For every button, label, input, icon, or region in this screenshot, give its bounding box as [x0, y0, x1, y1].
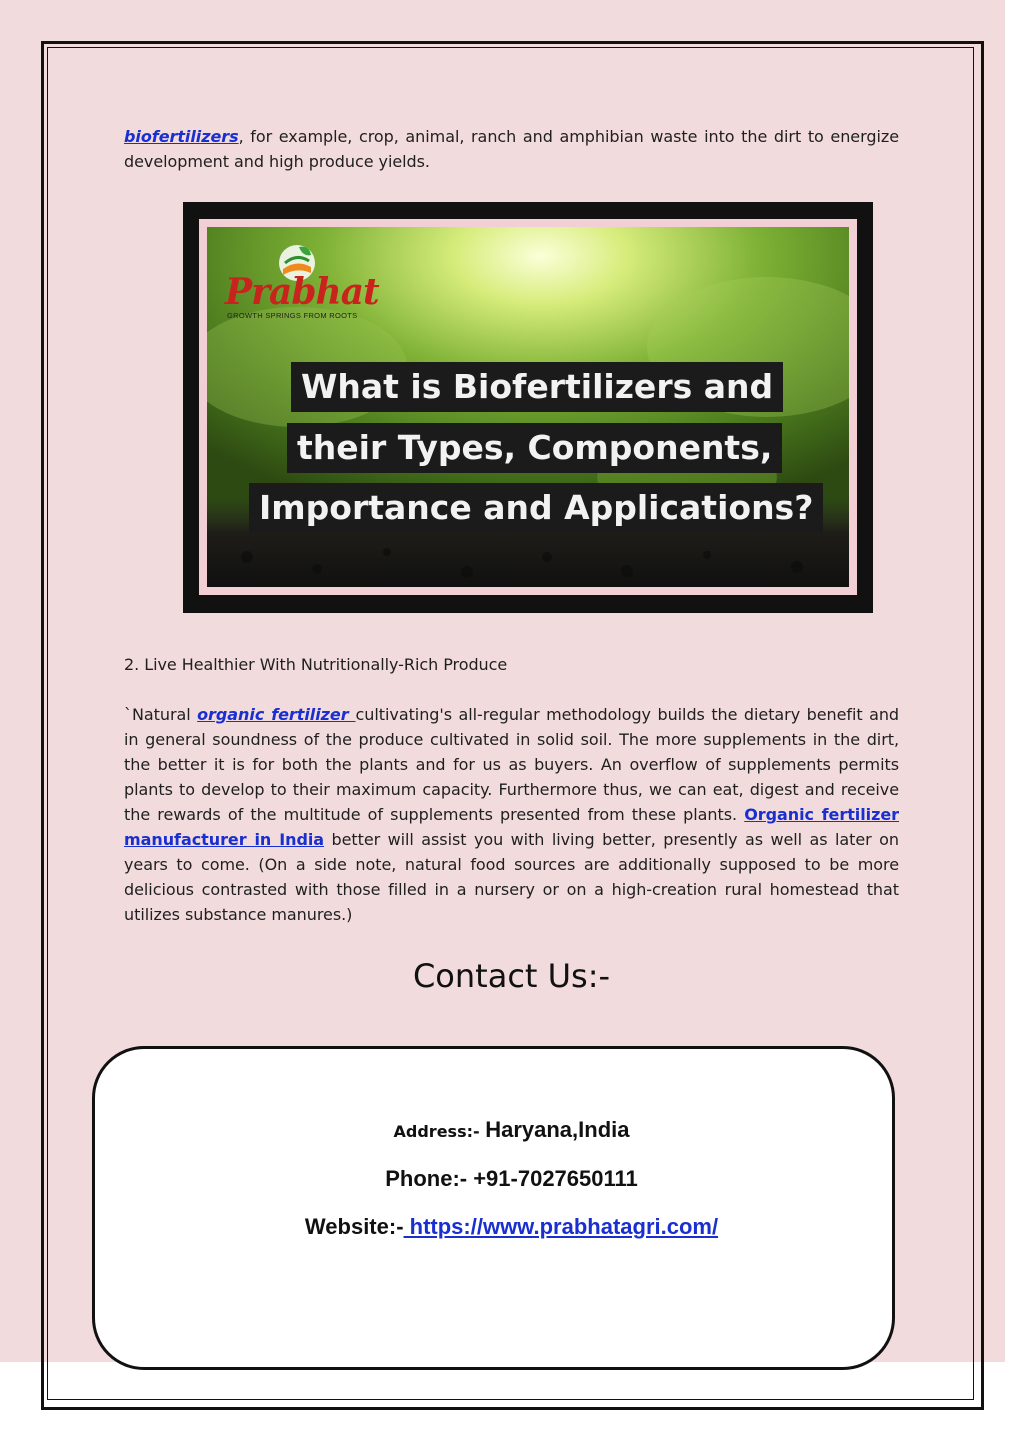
manufacturer-link[interactable]: Organic fertilizer manufacturer in India: [124, 805, 900, 849]
address-label: Address:-: [393, 1122, 486, 1141]
body-prefix: `Natural: [124, 705, 198, 724]
contact-address: [0, 1117, 1023, 1143]
banner-headline-line-2: their Types, Components,: [287, 423, 782, 473]
banner-headline-line-1: What is Biofertilizers and: [291, 362, 783, 412]
body-suffix: better will assist you with living better, presently as well as later on years to come. (On a side note, natural food sources are additionally supposed to be more delicious contrasted with those filled in a nursery or on a high-creation rural homestead that utilizes substance manures.): [124, 830, 899, 924]
contact-website: [0, 1214, 1023, 1240]
website-link[interactable]: https://www.prabhatagri.com/: [403, 1214, 719, 1239]
brand-name: Prabhat: [225, 271, 379, 313]
contact-phone: Phone:- +91-7027650111: [385, 1166, 638, 1191]
intro-text: , for example, crop, animal, ranch and amphibian waste into the dirt to energize development and high produce yields.: [124, 127, 899, 171]
body-paragraph: [124, 702, 899, 927]
intro-paragraph: [124, 124, 899, 174]
contact-title: Contact Us:-: [412, 957, 611, 995]
website-label: Website:-: [304, 1214, 404, 1239]
biofertilizers-link[interactable]: biofertilizers: [124, 127, 239, 146]
banner-image: [207, 227, 849, 587]
brand-tagline: GROWTH SPRINGS FROM ROOTS: [227, 311, 358, 320]
section-heading: 2. Live Healthier With Nutritionally-Rich Produce: [124, 655, 508, 674]
address-value: Haryana,India: [485, 1117, 630, 1142]
contact-box: [92, 1046, 895, 1370]
organic-fertilizer-link[interactable]: organic fertilizer: [197, 705, 356, 724]
banner-headline-line-3: Importance and Applications?: [249, 483, 823, 533]
body-middle: cultivating's all-regular methodology builds the dietary benefit and in general soundness of the produce cultivated in solid soil. The more supplements in the dirt, the better it is for both the plants and for us as buyers. An overflow of supplements permits plants to develop to their maximum capacity. Furthermore thus, we can eat, digest and receive the rewards of the multitude of supplements presented from these plants.: [124, 705, 900, 824]
